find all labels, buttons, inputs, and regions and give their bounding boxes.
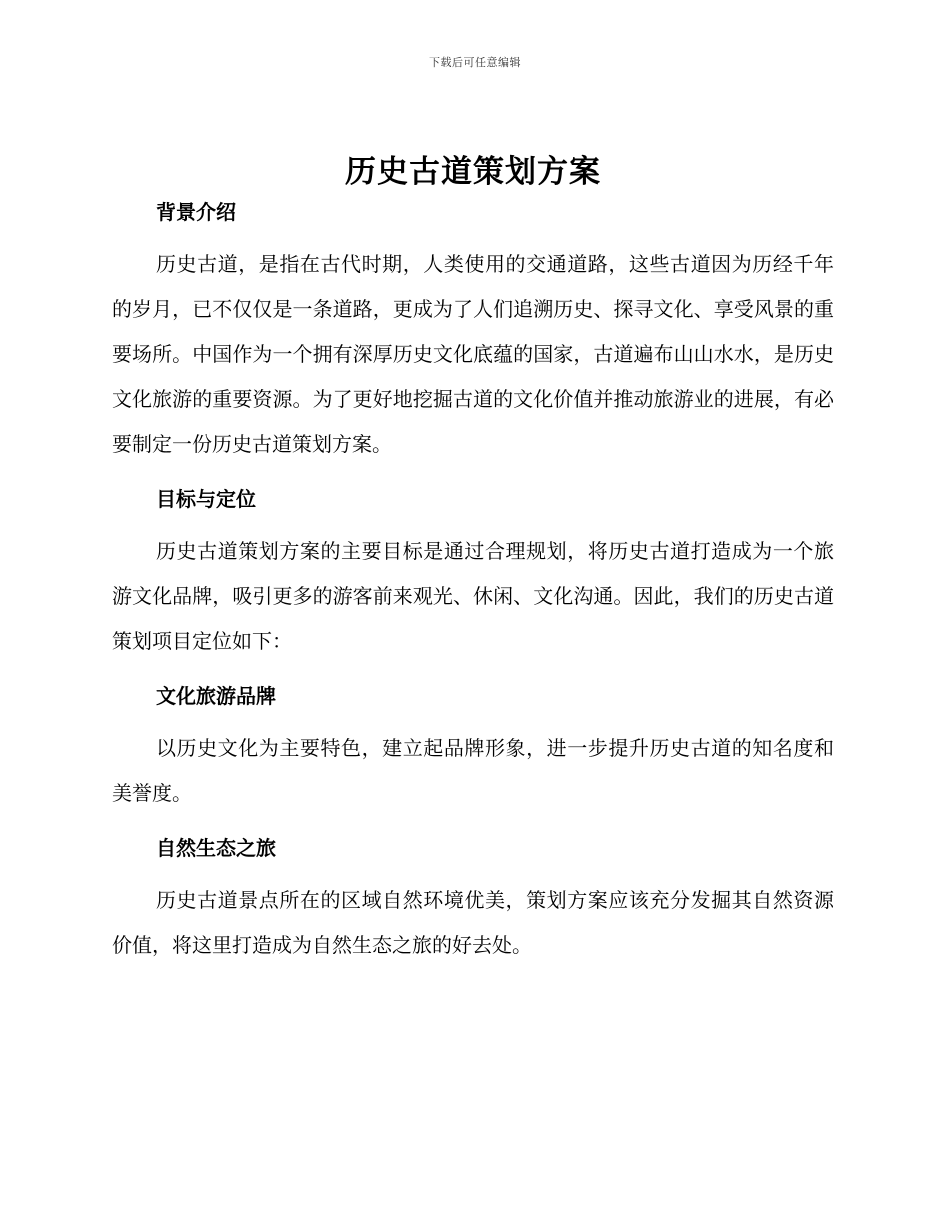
section-paragraph: 历史古道景点所在的区域自然环境优美，策划方案应该充分发掘其自然资源价值，将这里打造成为自然生态之旅的好去处。: [112, 888, 834, 957]
section-heading: 目标与定位: [156, 487, 256, 511]
header-note: 下载后可任意编辑: [429, 56, 521, 69]
section-heading: 背景介绍: [156, 200, 236, 224]
section-paragraph: 历史古道策划方案的主要目标是通过合理规划，将历史古道打造成为一个旅游文化品牌，吸引更多的游客前来观光、休闲、文化沟通。因此，我们的历史古道策划项目定位如下：: [112, 539, 834, 653]
section-heading: 文化旅游品牌: [156, 684, 276, 708]
document-body: [112, 150, 834, 968]
section-eco-tour: [112, 834, 834, 968]
section-goals: [112, 485, 834, 682]
section-paragraph: 以历史文化为主要特色，建立起品牌形象，进一步提升历史古道的知名度和美誉度。: [112, 736, 834, 805]
section-paragraph: 历史古道，是指在古代时期，人类使用的交通道路，这些古道因为历经千年的岁月，已不仅仅是一条道路，更成为了人们追溯历史、探寻文化、享受风景的重要场所。中国作为一个拥有深厚历史文化底蕴的国家，古道遍布山山水水，是历史文化旅游的重要资源。为了更好地挖掘古道的文化价值并推动旅游业的进展，有必要制定一份历史古道策划方案。: [112, 252, 834, 456]
section-background: [112, 198, 834, 485]
section-heading: 自然生态之旅: [156, 836, 276, 860]
document-title: 历史古道策划方案: [345, 154, 601, 190]
section-culture-brand: [112, 682, 834, 834]
